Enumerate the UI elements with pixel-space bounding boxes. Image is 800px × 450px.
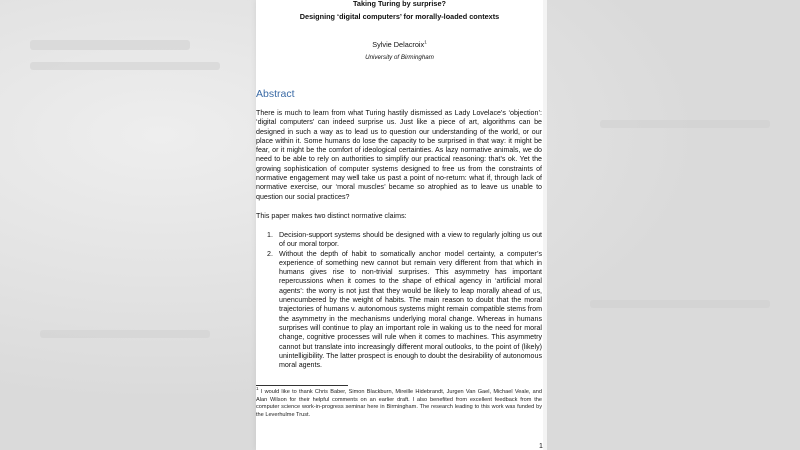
footnote-divider [256,385,348,386]
document-page [256,0,543,450]
background-ghost-line [30,40,190,50]
author-name: Sylvie Delacroix [372,40,425,49]
footnote-marker: 1 [256,386,259,392]
author-footnote-marker: 1 [424,39,427,45]
page-number: 1 [539,443,543,450]
abstract-heading: Abstract [256,88,295,100]
claims-intro: This paper makes two distinct normative claims: [256,212,407,220]
footnote-text: I would like to thank Chris Baber, Simon Blackburn, Mireille Hidebrandt, Jurgen Van Gael, Michael Veale, and Alan Wilson for their helpful comments on an earlier draft. I also benefited from excellent feedback from the computer science work-in-progress seminar here in Birmingham. The research leading to this work was funded by the Leverhulme Trust. [256,389,542,418]
abstract-body: There is much to learn from what Turing hastily dismissed as Lady Lovelace’s ‘objection’: ‘digital computers’ can indeed surprise us. Just like a piece of art, algorithms can be designed in such a way as to lead us to question our understanding of the world, or our place within it. Some humans do lose the capacity to be surprised in that way: it might be fear, or it might be the comfort of ideological certainties. As lazy normative animals, we do need to be able to rely on authorities to simplify our practical reasoning: that’s ok. Yet the growing sophistication of computer systems designed to free us from the constraints of normative engagement may well take us past a point of no-return: what if, through lack of normative exercise, our ‘moral muscles’ became so atrophied as to leave us unable to question our social practices? [256,109,542,201]
affiliation: University of Birmingham [365,54,434,61]
claim-text: Decision-support systems should be designed with a view to regularly jolting us out of our moral torpor. [279,231,542,249]
claims-list [256,231,542,370]
scrollbar[interactable] [543,0,547,450]
background-ghost-line [600,120,770,128]
claim-item [256,250,542,371]
claim-text: Without the depth of habit to somatically anchor model certainty, a computer’s experience of something new cannot but remain very different from that which in humans gives rise to non-trivial surprises. This asymmetry has important repercussions when it comes to the shape of ethical agency in ‘artificial moral agents’: the worry is not just that they would be likely to leap morally ahead of us, unencumbered by the weight of habits. The main reason to doubt that the moral trajectories of humans v. autonomous systems might remain compatible stems from the asymmetry in the mechanisms underlying moral change. Whereas in humans surprises will continue to play an important role in waking us to the need for moral change, cognitive processes will rule when it comes to machines. This asymmetry cannot but translate into increasingly different moral outlooks, to the point of (likely) unintelligibility. The latter prospect is enough to doubt the desirability of autonomous moral agents. [279,249,542,370]
claim-number: 2. [267,249,273,258]
author-line [256,40,543,49]
background-ghost-line [40,330,210,338]
claim-number: 1. [267,231,273,239]
footnote [256,386,542,419]
background-ghost-line [590,300,770,308]
background-ghost-line [30,62,220,70]
paper-subtitle: Designing ‘digital computers’ for morally-loaded contexts [299,12,500,21]
claim-item [256,231,542,250]
paper-title: Taking Turing by surprise? [353,0,446,8]
